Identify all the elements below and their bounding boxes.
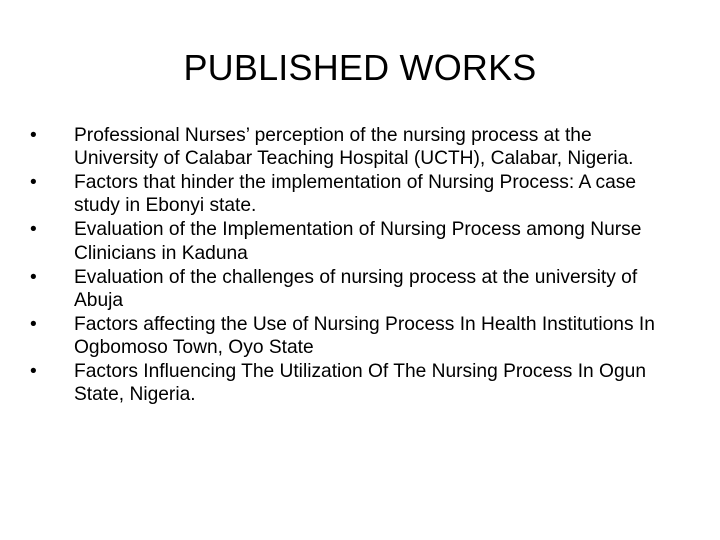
list-item	[30, 313, 678, 359]
list-item-text: Factors that hinder the implementation of Nursing Process: A case study in Ebonyi state.	[74, 172, 637, 217]
list-item-text: Professional Nurses’ perception of the nursing process at the University of Calabar Teaching Hospital (UCTH), Calabar, Nigeria.	[74, 125, 634, 170]
bullet-icon: •	[30, 266, 37, 288]
bullet-icon: •	[30, 172, 37, 194]
list-item	[30, 266, 678, 312]
list-item	[30, 171, 678, 217]
list-item	[30, 218, 678, 264]
bullet-icon: •	[30, 313, 37, 335]
bullet-icon: •	[30, 361, 37, 383]
list-item-text: Evaluation of the Implementation of Nursing Process among Nurse Clinicians in Kaduna	[74, 219, 642, 264]
list-item-text: Factors Influencing The Utilization Of The Nursing Process In Ogun State, Nigeria.	[74, 361, 646, 406]
list-item-text: Evaluation of the challenges of nursing process at the university of Abuja	[74, 266, 638, 311]
published-works-list	[30, 124, 678, 407]
list-item-text: Factors affecting the Use of Nursing Process In Health Institutions In Ogbomoso Town, Oyo State	[74, 313, 655, 359]
list-item	[30, 360, 678, 406]
bullet-icon: •	[30, 125, 37, 146]
slide-title: PUBLISHED WORKS	[183, 47, 537, 88]
bullet-icon: •	[30, 219, 37, 241]
list-item	[30, 124, 678, 170]
